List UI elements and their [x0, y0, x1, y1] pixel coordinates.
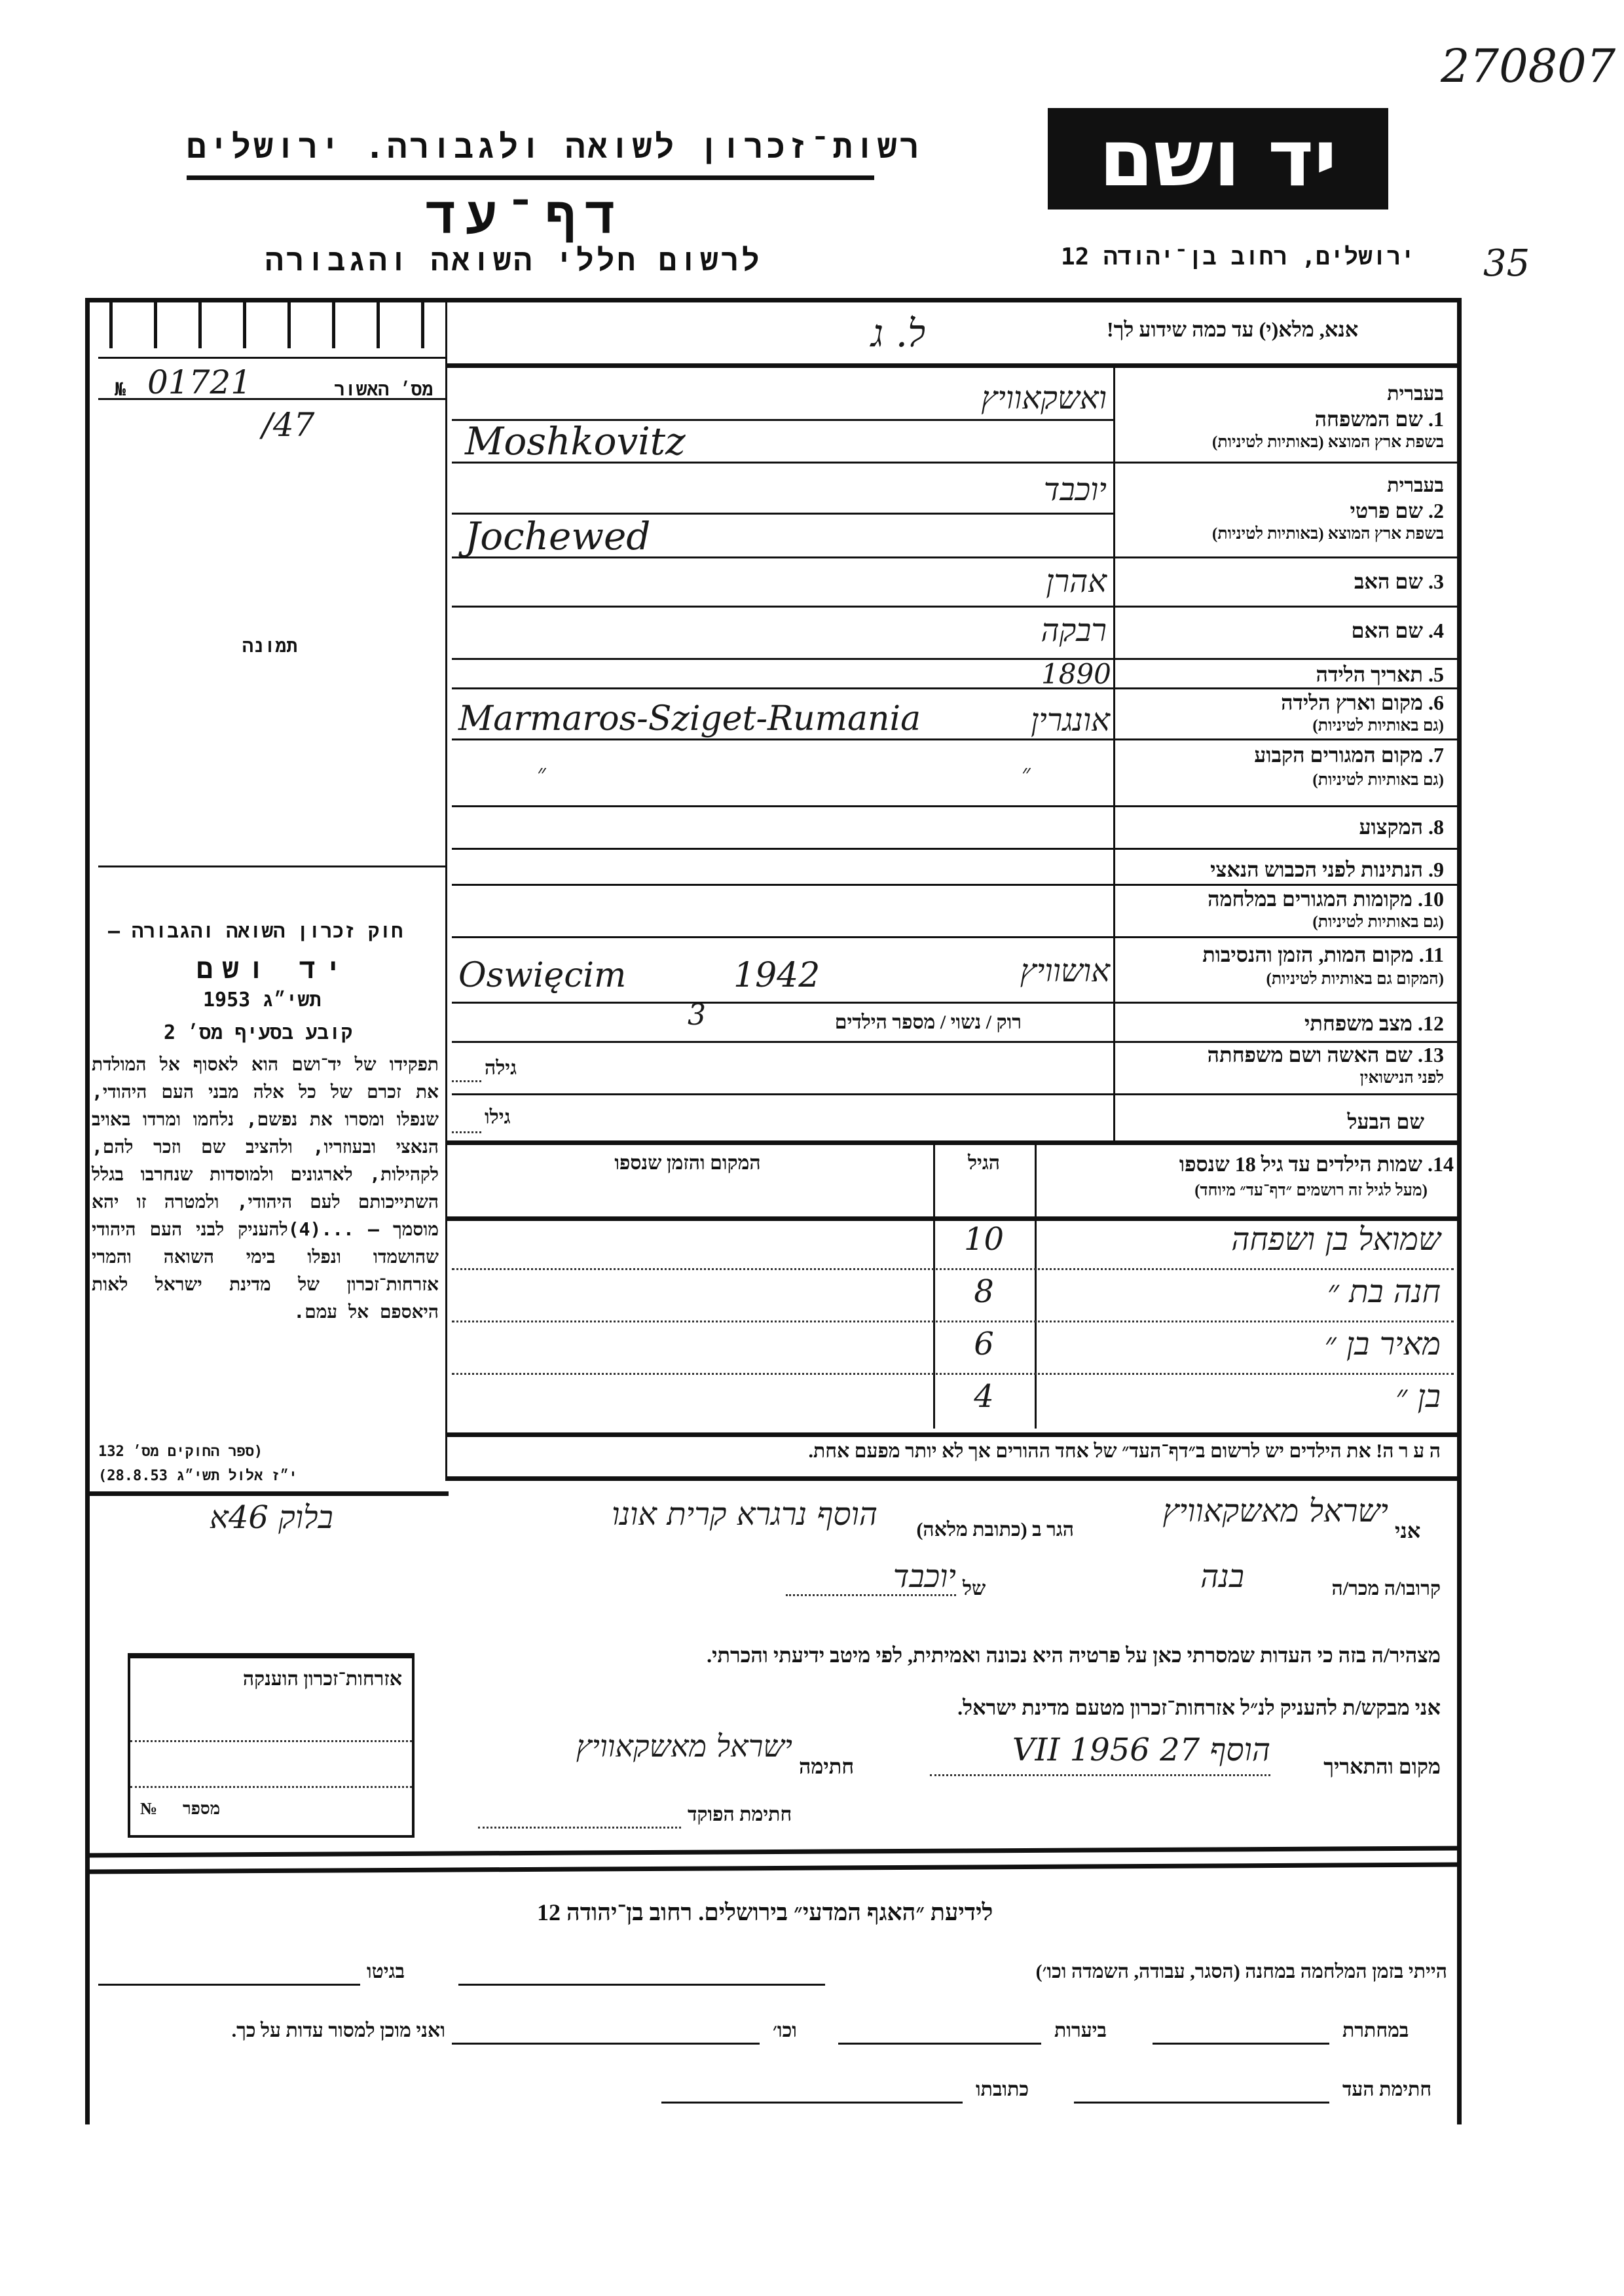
- label-divider: [1113, 363, 1115, 1142]
- law-name: יד ושם: [196, 953, 351, 985]
- field-11-label: 11. מקום המות, הזמן והנסיבות: [1202, 943, 1444, 966]
- archive-number: 270807: [1441, 39, 1616, 93]
- child-name[interactable]: חנה בת ״: [1327, 1273, 1441, 1310]
- col-age: הגיל: [967, 1152, 1001, 1174]
- etc-label: וכו׳: [773, 2020, 797, 2041]
- relative-label: קרובו/ה מכר/ה: [1331, 1578, 1441, 1599]
- father-name[interactable]: אהרן: [1046, 563, 1107, 600]
- note: ה ע ר ה! את הילדים יש לרשום ב״דף־העד״ של אחד ההורים אך לא יותר מפעם אחת.: [808, 1440, 1441, 1462]
- first-name-latin[interactable]: Jochewed: [465, 514, 651, 558]
- left-column-bottom: [85, 1491, 449, 1496]
- camp-input[interactable]: [458, 1984, 825, 1986]
- rule: [445, 1216, 1460, 1221]
- death-place-hebrew[interactable]: אושוויץ: [1020, 953, 1110, 989]
- field-13-label: 13. שם האשה ושם משפחתה: [1207, 1043, 1444, 1066]
- logo-text: יד ושם: [1099, 113, 1337, 204]
- rule: [452, 936, 1460, 938]
- dots: [930, 1774, 1270, 1776]
- row-divider: [452, 1268, 1454, 1270]
- rule: [452, 1093, 1460, 1095]
- field-2-sub-latin: בשפת ארץ המוצא (באותיות לטיניות): [1212, 525, 1444, 543]
- photo-label: תמונה: [242, 635, 298, 657]
- frame-top: [85, 298, 1460, 302]
- dots: [478, 1827, 681, 1829]
- marital-options: רוק / נשוי / מספר הילדים: [834, 1011, 1022, 1033]
- instruction-rule: [445, 363, 1460, 368]
- bottom-title: לידיעת ״האגף המדעי״ בירושלים. רחוב בן־יהודה 12: [537, 1899, 993, 1925]
- husband-name-label: שם הבעל: [1347, 1110, 1424, 1133]
- rule: [445, 1140, 1460, 1145]
- child-age[interactable]: 4: [974, 1378, 994, 1415]
- child-age[interactable]: 10: [963, 1221, 1005, 1258]
- place-date-label: מקום והתאריך: [1323, 1755, 1441, 1778]
- dots: [786, 1594, 956, 1596]
- place-date[interactable]: הוסף 27 VII 1956: [1012, 1732, 1270, 1768]
- officer-label: חתימת הפוקד: [688, 1804, 792, 1825]
- approval-extra: /47: [262, 406, 315, 444]
- i-label: אני: [1395, 1519, 1421, 1542]
- rule: [452, 848, 1460, 850]
- ready-to-testify: ואני מוכן למסור עדות על כך.: [231, 2020, 445, 2041]
- underground-label: במחתרת: [1342, 2020, 1409, 2041]
- approval-rule: [98, 357, 445, 359]
- rule: [452, 462, 1460, 464]
- field-9-label: 9. הנתינות לפני הכבוש הנאצי: [1210, 858, 1444, 881]
- row-divider: [452, 1321, 1454, 1322]
- approval-number: 01721: [147, 363, 252, 401]
- field-8-label: 8. המקצוע: [1359, 815, 1444, 839]
- children-header: 14. שמות הילדים עד גיל 18 שנספו: [1179, 1152, 1454, 1176]
- authority-name: רשות־זכרון לשואה ולגבורה. ירושלים: [187, 128, 922, 166]
- law-clause: קובע בסעיף מס׳ 2: [164, 1021, 353, 1044]
- header-rule: [187, 175, 874, 180]
- witness-name[interactable]: ישראל מאשקאוויץ: [1162, 1493, 1388, 1529]
- forests-label: ביערות: [1054, 2020, 1107, 2041]
- field-3-label: 3. שם האב: [1354, 570, 1444, 593]
- photo-area-rule: [98, 866, 445, 867]
- address-input[interactable]: [661, 2102, 963, 2104]
- family-name-hebrew[interactable]: ואשקאוויץ: [981, 380, 1107, 416]
- field-7-sub: (גם באותיות לטיניות): [1312, 771, 1444, 789]
- birth-place-latin[interactable]: Marmaros-Sziget-Rumania: [458, 699, 921, 738]
- victim-ref[interactable]: יוכבד: [893, 1558, 956, 1595]
- rule: [452, 687, 1460, 689]
- ghetto-label: בגיטו: [367, 1961, 405, 1982]
- camp-line-label: הייתי בזמן המלחמה במחנה (הסגר, עבודה, השמדה וכו׳): [1035, 1961, 1447, 1982]
- residence-latin-ditto[interactable]: ״: [537, 760, 546, 787]
- number-label: מספר: [183, 1799, 221, 1818]
- rule: [452, 805, 1460, 807]
- birth-date[interactable]: 1890: [1041, 658, 1111, 690]
- field-5-label: 5. תאריך הלידה: [1316, 663, 1444, 686]
- witness-address[interactable]: הוסף נרגרא קרית אונו: [612, 1496, 877, 1533]
- field-1-sub-latin: בשפת ארץ המוצא (באותיות לטיניות): [1212, 433, 1444, 451]
- citizenship-box: [128, 1653, 415, 1838]
- double-rule: [85, 1863, 1460, 1874]
- rule: [445, 1432, 1460, 1437]
- law-ref-1: (ספר החוקים מס׳ 132: [98, 1444, 263, 1460]
- child-name[interactable]: מאיר בן ״: [1324, 1326, 1441, 1362]
- address: ירושלים, רחוב בן־יהודה 12: [1061, 244, 1415, 270]
- first-name-hebrew[interactable]: יוכבד: [1043, 471, 1107, 508]
- signature-label: חתימה: [799, 1755, 855, 1778]
- witness-signature-label: חתימת העד: [1342, 2079, 1432, 2100]
- mother-name[interactable]: רבקה: [1041, 612, 1107, 649]
- rule: [452, 738, 1460, 740]
- law-ref-2: י״ז אלול תשי״ג 28.8.53): [98, 1468, 298, 1484]
- field-6-label: 6. מקום וארץ הלידה: [1281, 691, 1444, 714]
- rule: [452, 1002, 1460, 1004]
- child-age[interactable]: 6: [974, 1326, 994, 1362]
- resident-label: הגר ב (כתובת מלאה): [916, 1519, 1074, 1540]
- column-divider: [445, 298, 447, 1476]
- underground-input[interactable]: [1153, 2043, 1329, 2045]
- witness-address-extra[interactable]: בלוק 46א: [210, 1499, 333, 1536]
- field-12-label: 12. מצב משפחתי: [1304, 1011, 1444, 1035]
- field-1-label: 1. שם המשפחה: [1314, 407, 1444, 431]
- rule: [452, 658, 1460, 660]
- death-year[interactable]: 1942: [733, 956, 821, 995]
- instruction-text: אנא, מלא(י) עד כמה שידוע לך!: [1107, 318, 1359, 341]
- law-title: חוק זכרון השואה והגבורה —: [108, 920, 403, 943]
- children-col-divider: [1035, 1140, 1037, 1429]
- wife-age-label: גילה: [485, 1057, 517, 1079]
- dots: [452, 1080, 481, 1082]
- row-divider: [452, 1373, 1454, 1375]
- approval-label: מס׳ האשור: [334, 378, 434, 400]
- citizenship-title: אזרחות־זכרון הוענקה: [242, 1668, 402, 1690]
- children-count[interactable]: 3: [688, 998, 706, 1032]
- col-place: המקום והזמן שנספו: [614, 1152, 761, 1174]
- field-4-label: 4. שם האם: [1351, 619, 1444, 642]
- children-header-sub: (מעל לגיל זה רושמים ״דף־עד״ מיוחד): [1194, 1182, 1428, 1199]
- page-number: 35: [1483, 242, 1530, 285]
- dots: [452, 1131, 481, 1133]
- birth-place-hebrew[interactable]: אונגרין: [1031, 702, 1110, 738]
- field-13-sub: לפני הנישואין: [1359, 1069, 1444, 1087]
- of-label: של: [963, 1578, 986, 1599]
- rule: [452, 884, 1460, 886]
- forests-input[interactable]: [838, 2043, 1041, 2045]
- field-2-sub-hebrew: בעברית: [1387, 475, 1444, 496]
- death-place-latin[interactable]: Oswięcim: [458, 956, 627, 995]
- signature[interactable]: ישראל מאשקאוויץ: [576, 1728, 792, 1764]
- no-sign: №: [140, 1799, 158, 1818]
- relationship[interactable]: בנה: [1200, 1558, 1244, 1595]
- rule: [452, 556, 1460, 558]
- approval-boxes: [88, 302, 445, 355]
- child-name[interactable]: שמואל בן ושפחה: [1231, 1221, 1441, 1258]
- family-name-latin[interactable]: Moshkovitz: [465, 419, 686, 464]
- instruction-value: ל. ג: [871, 311, 926, 355]
- statement: מצהיר/ה בזה כי העדות שמסרתי כאן על פרטיה היא נכונה ואמיתית, לפי מיטב ידיעתי והכרתי.: [707, 1643, 1441, 1667]
- law-year: תשי״ג 1953: [203, 989, 322, 1011]
- dots: [130, 1740, 412, 1742]
- law-text: תפקידו של יד־ושם הוא לאסוף אל המולדת את זכרם של כל אלה מבני העם היהודי, שנפלו ומסרו את נפשם, נלחמו ומרדו באויב הנאצי ובעוזריו, ולהציב שם וזכר להם, לקהילות, לארגונים ולמוסדות שנחרבו בגלל השתייכותם לעם היהודי, ולמטרה זו יהא מוסמך — ...(4)להעניק לבני העם היהודי שהושמדו ונפלו בימי השואה והמרי אזרחות־זכרון של מדינת ישראל לאות היאספם אל עמם.: [92, 1053, 439, 1322]
- field-7-label: 7. מקום המגורים הקבוע: [1254, 743, 1444, 767]
- field-6-sub: (גם באותיות לטיניות): [1312, 717, 1444, 735]
- field-2-label: 2. שם פרטי: [1350, 499, 1444, 522]
- no-sign: №: [115, 378, 126, 400]
- rule: [452, 606, 1460, 608]
- address-label: כתובתו: [976, 2079, 1029, 2100]
- children-col-divider: [933, 1140, 935, 1429]
- child-age[interactable]: 8: [974, 1273, 994, 1310]
- field-10-sub: (גם באותיות לטיניות): [1312, 913, 1444, 931]
- yad-vashem-logo: [1048, 108, 1388, 210]
- field-1-sub-hebrew: בעברית: [1387, 383, 1444, 405]
- double-rule: [85, 1846, 1460, 1858]
- frame-left: [85, 298, 90, 2124]
- request: אני מבקש/ת להעניק לנ״ל אזרחות־זכרון מטעם מדינת ישראל.: [957, 1696, 1441, 1719]
- approval-underline: [98, 398, 445, 400]
- child-name[interactable]: בן ״: [1395, 1378, 1441, 1415]
- form-subtitle: לרשום חללי השואה והגבורה: [265, 242, 762, 278]
- witness-signature-input[interactable]: [1074, 2102, 1329, 2104]
- ghetto-input[interactable]: [98, 1984, 360, 1986]
- etc-input[interactable]: [452, 2043, 760, 2045]
- dots: [130, 1786, 412, 1788]
- residence-hebrew-ditto[interactable]: ״: [1022, 760, 1031, 787]
- rule: [445, 1476, 1460, 1481]
- husband-age-label: גילו: [485, 1106, 511, 1128]
- field-10-label: 10. מקומות המגורים במלחמה: [1208, 887, 1444, 911]
- form-title: דף־עד: [426, 187, 625, 246]
- field-11-sub: (המקום גם באותיות לטיניות): [1266, 970, 1444, 988]
